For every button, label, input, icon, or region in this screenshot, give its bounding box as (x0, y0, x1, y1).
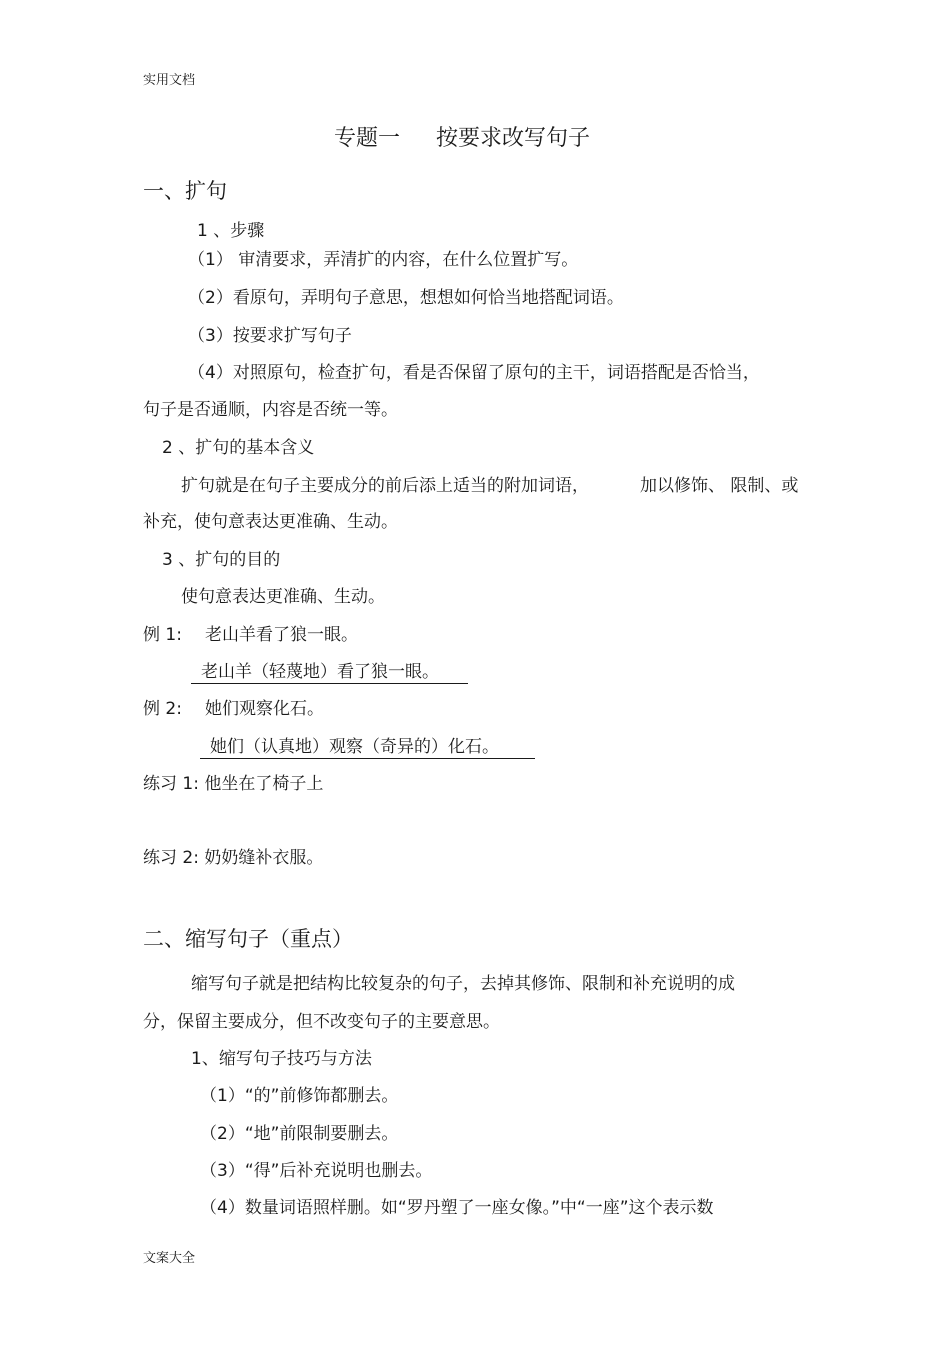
example-1-label: 例 1: (143, 625, 182, 645)
example-1-text: 老山羊看了狼一眼。 (205, 625, 358, 645)
meaning-line-2: 补充，使句意表达更准确、生动。 (143, 512, 398, 532)
meaning-heading: 2 、扩句的基本含义 (162, 438, 315, 458)
purpose-text: 使句意表达更准确、生动。 (181, 587, 385, 607)
section1-heading: 一、扩句 (143, 179, 227, 203)
page-header: 实用文档 (143, 73, 196, 88)
step-1: （1） 审清要求，弄清扩的内容，在什么位置扩写。 (188, 250, 579, 270)
page-footer: 文案大全 (143, 1251, 196, 1266)
step-4-line-1: （4）对照原句，检查扩句，看是否保留了原句的主干，词语搭配是否恰当， (188, 363, 760, 383)
tip-2: （2）“地”前限制要删去。 (200, 1124, 399, 1144)
example-2-label: 例 2: (143, 699, 182, 719)
meaning-line-1a: 扩句就是在句子主要成分的前后添上适当的附加词语， (181, 476, 589, 496)
section2-heading: 二、缩写句子（重点） (143, 927, 353, 951)
step-4-line-2: 句子是否通顺，内容是否统一等。 (143, 400, 398, 420)
title-left: 专题一 (334, 126, 401, 151)
tip-3: （3）“得”后补充说明也删去。 (200, 1161, 433, 1181)
step-3: （3）按要求扩写句子 (188, 326, 352, 346)
tip-1: （1）“的”前修饰都删去。 (200, 1086, 399, 1106)
intro-line-1: 缩写句子就是把结构比较复杂的句子，去掉其修饰、限制和补充说明的成 (191, 974, 735, 994)
example-1-answer-line (191, 661, 468, 684)
practice-1: 练习 1: 他坐在了椅子上 (143, 774, 324, 794)
example-2-answer-line (200, 736, 535, 759)
steps-heading: 1 、步骤 (197, 221, 265, 241)
example-2-text: 她们观察化石。 (205, 699, 324, 719)
meaning-line-1b: 加以修饰、 限制、或 (640, 476, 799, 496)
tip-4: （4）数量词语照样删。如“罗丹塑了一座女像。”中“一座”这个表示数 (200, 1198, 714, 1218)
intro-line-2: 分，保留主要成分，但不改变句子的主要意思。 (143, 1012, 500, 1032)
step-2: （2）看原句，弄明句子意思，想想如何恰当地搭配词语。 (188, 288, 624, 308)
purpose-heading: 3 、扩句的目的 (162, 550, 281, 570)
title-right: 按要求改写句子 (436, 126, 591, 151)
example-2-answer: 她们（认真地）观察（奇异的）化石。 (210, 737, 499, 757)
practice-2: 练习 2: 奶奶缝补衣服。 (143, 848, 324, 868)
example-1-answer: 老山羊（轻蔑地）看了狼一眼。 (201, 662, 439, 682)
tips-heading: 1、缩写句子技巧与方法 (191, 1049, 372, 1069)
